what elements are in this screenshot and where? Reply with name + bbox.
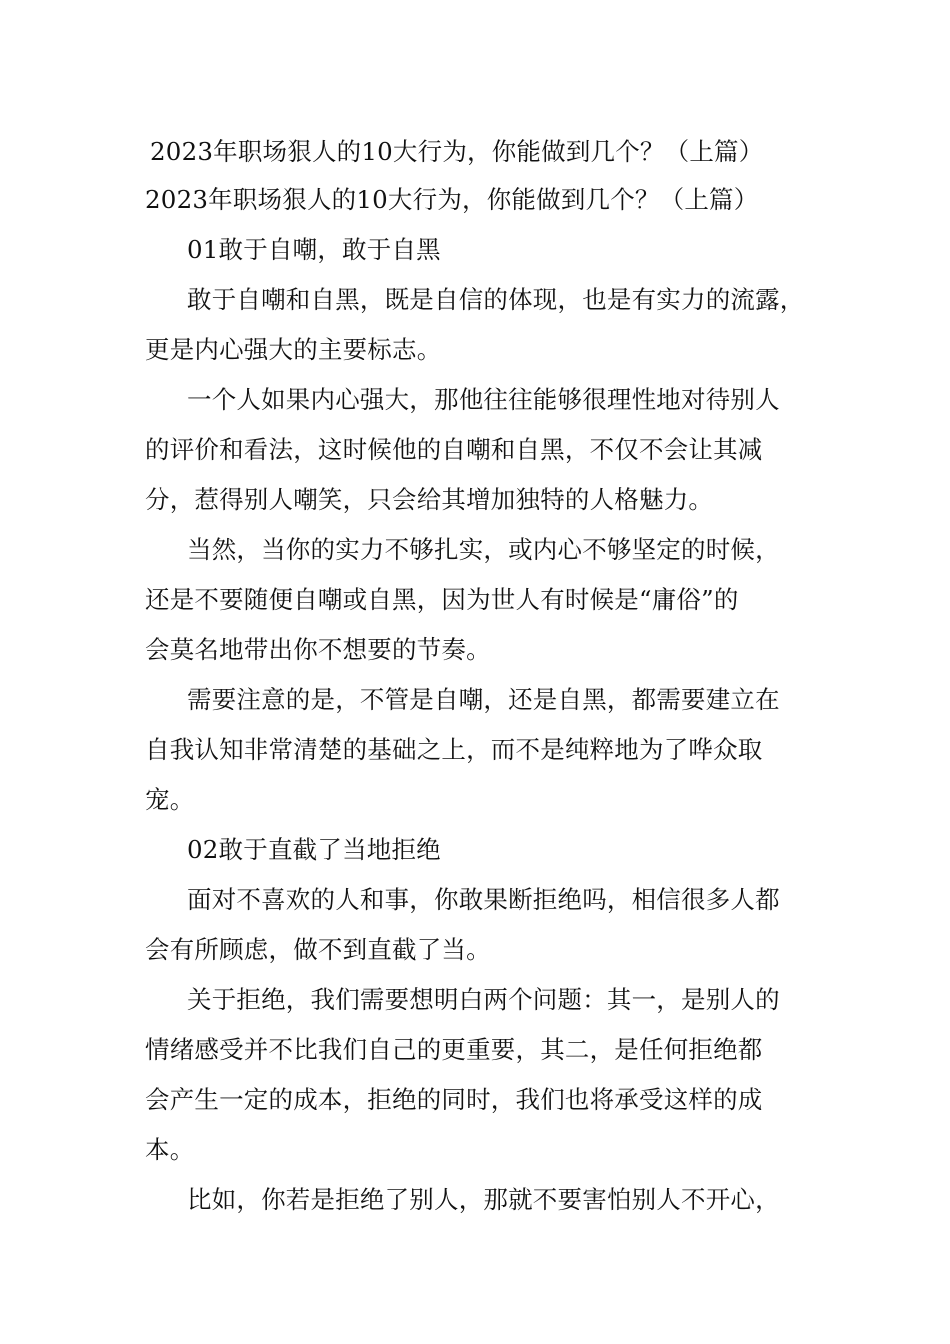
paragraph-line: 面对不喜欢的人和事，你敢果断拒绝吗，相信很多人都 [187, 885, 780, 914]
paragraph-line: 当然，当你的实力不够扎实，或内心不够坚定的时候， [187, 535, 780, 564]
paragraph-line: 本。 [145, 1135, 195, 1164]
paragraph-line: 关于拒绝，我们需要想明白两个问题：其一，是别人的 [187, 985, 780, 1014]
paragraph-line: 更是内心强大的主要标志。 [145, 335, 442, 364]
paragraph-line: 宠。 [145, 785, 195, 814]
paragraph-line: 会莫名地带出你不想要的节奏。 [145, 635, 491, 664]
paragraph-line: 比如，你若是拒绝了别人，那就不要害怕别人不开心， [187, 1185, 780, 1214]
paragraph-line: 会产生一定的成本，拒绝的同时，我们也将承受这样的成 [145, 1085, 763, 1114]
document-title: 2023年职场狠人的10大行为，你能做到几个？（上篇） [150, 137, 764, 166]
paragraph-line: 的评价和看法，这时候他的自嘲和自黑，不仅不会让其减 [145, 435, 763, 464]
paragraph-line: 会有所顾虑，做不到直截了当。 [145, 935, 491, 964]
paragraph-line: 情绪感受并不比我们自己的更重要，其二，是任何拒绝都 [145, 1035, 763, 1064]
document-title-repeat: 2023年职场狠人的10大行为，你能做到几个？（上篇） [145, 185, 759, 214]
paragraph-line: 需要注意的是，不管是自嘲，还是自黑，都需要建立在 [187, 685, 780, 714]
section-heading-02: 02敢于直截了当地拒绝 [187, 835, 441, 864]
paragraph-line: 一个人如果内心强大，那他往往能够很理性地对待别人 [187, 385, 780, 414]
paragraph-line: 分，惹得别人嘲笑，只会给其增加独特的人格魅力。 [145, 485, 714, 514]
section-heading-01: 01敢于自嘲，敢于自黑 [187, 235, 441, 264]
paragraph-line: 还是不要随便自嘲或自黑，因为世人有时候是“庸俗”的 [145, 585, 739, 614]
paragraph-line: 敢于自嘲和自黑，既是自信的体现，也是有实力的流露， [187, 285, 805, 314]
paragraph-line: 自我认知非常清楚的基础之上，而不是纯粹地为了哗众取 [145, 735, 763, 764]
